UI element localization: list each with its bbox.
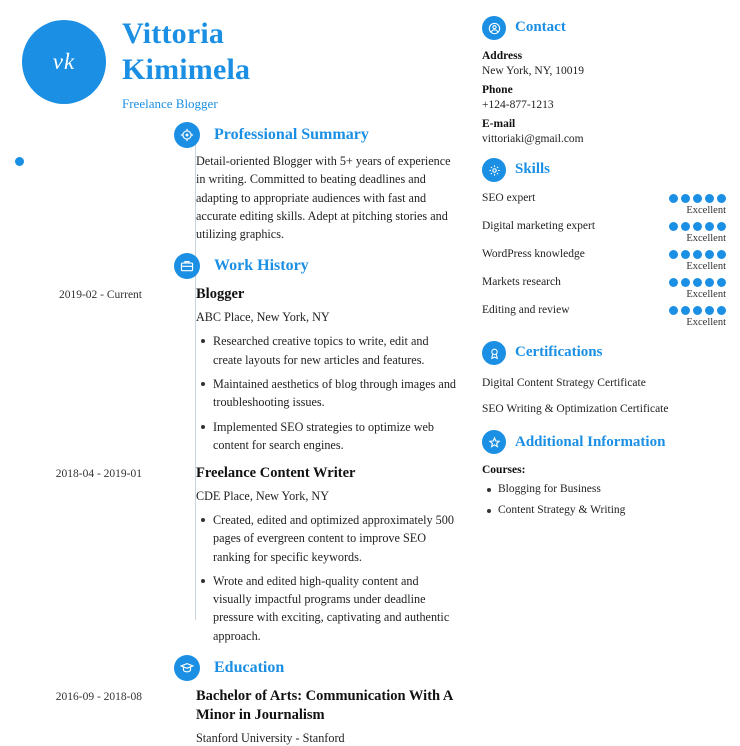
resume-side-column bbox=[478, 0, 740, 620]
skill-level: Excellent bbox=[686, 317, 726, 328]
contact-label-address: Address bbox=[482, 50, 523, 62]
work-dates: 2018-04 - 2019-01 bbox=[55, 468, 142, 481]
rating-pip bbox=[669, 194, 678, 203]
skill-level: Excellent bbox=[686, 233, 726, 244]
rating-pip bbox=[693, 194, 702, 203]
skill-name: Digital marketing expert bbox=[482, 220, 596, 232]
section-header bbox=[196, 659, 456, 677]
summary-text-wrap bbox=[196, 152, 456, 243]
section-header bbox=[482, 341, 726, 365]
name-block bbox=[122, 14, 250, 112]
skill-name: SEO expert bbox=[482, 192, 536, 204]
rating-pip bbox=[705, 250, 714, 259]
skill-row bbox=[482, 220, 726, 232]
rating-pip bbox=[717, 222, 726, 231]
list-item: Maintained aesthetics of blog through images and troubleshooting issues. bbox=[213, 375, 456, 412]
skill-rating bbox=[669, 222, 726, 231]
work-dates: 2019-02 - Current bbox=[58, 289, 142, 302]
avatar-initials: vk bbox=[52, 49, 76, 74]
avatar bbox=[22, 20, 106, 104]
education-school: Stanford University - Stanford bbox=[196, 730, 345, 745]
section-title: Skills bbox=[515, 161, 551, 178]
target-icon bbox=[174, 122, 200, 148]
rating-pip bbox=[705, 306, 714, 315]
work-company: CDE Place, New York, NY bbox=[196, 488, 330, 503]
rating-pip bbox=[669, 222, 678, 231]
section-title: Contact bbox=[515, 19, 566, 36]
star-icon bbox=[482, 430, 506, 454]
skill-rating bbox=[669, 306, 726, 315]
skill-level: Excellent bbox=[686, 205, 726, 216]
work-bullets bbox=[196, 332, 456, 454]
education-entry bbox=[55, 687, 456, 746]
rating-pip bbox=[693, 222, 702, 231]
list-item: Created, edited and optimized approximately 500 pages of evergreen content to improve SEO ranking for specific keywords. bbox=[213, 511, 456, 566]
list-item: Implemented SEO strategies to optimize web content for search engines. bbox=[213, 418, 456, 455]
skill-item bbox=[482, 192, 726, 216]
skill-rating bbox=[669, 194, 726, 203]
section-header bbox=[482, 158, 726, 182]
rating-pip bbox=[705, 278, 714, 287]
rating-pip bbox=[669, 250, 678, 259]
rating-pip bbox=[681, 306, 690, 315]
courses-label: Courses: bbox=[482, 464, 526, 477]
summary-text: Detail-oriented Blogger with 5+ years of experience in writing. Committed to beating deadlines and adapting to appropriate audiences with fast and accurate editing skills. Adept at pitching stories and utilizing graphics. bbox=[196, 154, 451, 242]
skill-level: Excellent bbox=[686, 261, 726, 272]
skill-row bbox=[482, 304, 726, 316]
work-company: ABC Place, New York, NY bbox=[196, 310, 330, 325]
rating-pip bbox=[681, 194, 690, 203]
rating-pip bbox=[669, 306, 678, 315]
education-dates: 2016-09 - 2018-08 bbox=[55, 691, 142, 704]
section-work-history bbox=[22, 257, 456, 645]
job-role: Freelance Blogger bbox=[122, 96, 218, 111]
user-circle-icon bbox=[482, 16, 506, 40]
section-additional-information bbox=[482, 430, 726, 519]
rating-pip bbox=[717, 278, 726, 287]
certification-item: Digital Content Strategy Certificate bbox=[482, 377, 646, 389]
work-job-title: Blogger bbox=[196, 286, 245, 303]
section-title: Work History bbox=[214, 257, 309, 275]
rating-pip bbox=[681, 250, 690, 259]
skill-level: Excellent bbox=[686, 289, 726, 300]
section-header bbox=[482, 430, 726, 454]
skill-item bbox=[482, 220, 726, 244]
graduation-cap-icon bbox=[174, 655, 200, 681]
first-name: Vittoria bbox=[122, 17, 225, 50]
rating-pip bbox=[693, 250, 702, 259]
list-item: Content Strategy & Writing bbox=[498, 502, 726, 519]
skill-rating bbox=[669, 278, 726, 287]
timeline-dot bbox=[15, 157, 24, 166]
skill-name: WordPress knowledge bbox=[482, 248, 585, 260]
contact-value-address: New York, NY, 10019 bbox=[482, 65, 585, 77]
skill-name: Editing and review bbox=[482, 304, 570, 316]
work-job-title: Freelance Content Writer bbox=[196, 465, 356, 482]
contact-value-email: vittoriaki@gmail.com bbox=[482, 133, 584, 145]
award-icon bbox=[482, 341, 506, 365]
section-professional-summary bbox=[22, 126, 456, 243]
skill-item bbox=[482, 276, 726, 300]
skill-row bbox=[482, 248, 726, 260]
section-title: Certifications bbox=[515, 344, 603, 361]
rating-pip bbox=[705, 222, 714, 231]
rating-pip bbox=[681, 222, 690, 231]
contact-label-email: E-mail bbox=[482, 118, 516, 130]
last-name: Kimimela bbox=[122, 53, 251, 86]
rating-pip bbox=[693, 278, 702, 287]
certification-item: SEO Writing & Optimization Certificate bbox=[482, 402, 669, 415]
rating-pip bbox=[669, 278, 678, 287]
section-header bbox=[196, 126, 456, 144]
section-title: Education bbox=[214, 659, 285, 677]
section-skills bbox=[482, 158, 726, 328]
rating-pip bbox=[717, 250, 726, 259]
courses-list bbox=[482, 481, 726, 519]
section-title: Professional Summary bbox=[214, 126, 369, 143]
rating-pip bbox=[717, 306, 726, 315]
section-contact bbox=[482, 16, 726, 145]
section-title: Additional Information bbox=[515, 433, 666, 450]
skill-item bbox=[482, 304, 726, 328]
rating-pip bbox=[681, 278, 690, 287]
work-entry bbox=[58, 285, 457, 454]
contact-label-phone: Phone bbox=[482, 84, 513, 96]
section-header bbox=[196, 257, 456, 275]
section-certifications bbox=[482, 341, 726, 417]
skill-name: Markets research bbox=[482, 276, 561, 288]
education-degree: Bachelor of Arts: Communication With A Minor in Journalism bbox=[196, 688, 453, 723]
list-item: Wrote and edited high-quality content and visually impactful programs under deadline pressure with exciting, captivating and authentic approach. bbox=[213, 572, 456, 645]
rating-pip bbox=[693, 306, 702, 315]
rating-pip bbox=[717, 194, 726, 203]
skill-row bbox=[482, 192, 726, 204]
rating-pip bbox=[705, 194, 714, 203]
skill-item bbox=[482, 248, 726, 272]
resume-header bbox=[22, 14, 456, 112]
gear-icon bbox=[482, 158, 506, 182]
work-bullets bbox=[196, 511, 456, 645]
contact-value-phone: +124-877-1213 bbox=[482, 99, 554, 111]
section-education bbox=[22, 659, 456, 746]
briefcase-icon bbox=[174, 253, 200, 279]
skill-row bbox=[482, 276, 726, 288]
work-entry bbox=[55, 464, 456, 645]
list-item: Researched creative topics to write, edit and create layouts for new articles and features. bbox=[213, 332, 456, 369]
list-item: Blogging for Business bbox=[498, 481, 726, 498]
section-header bbox=[482, 16, 726, 40]
skill-rating bbox=[669, 250, 726, 259]
